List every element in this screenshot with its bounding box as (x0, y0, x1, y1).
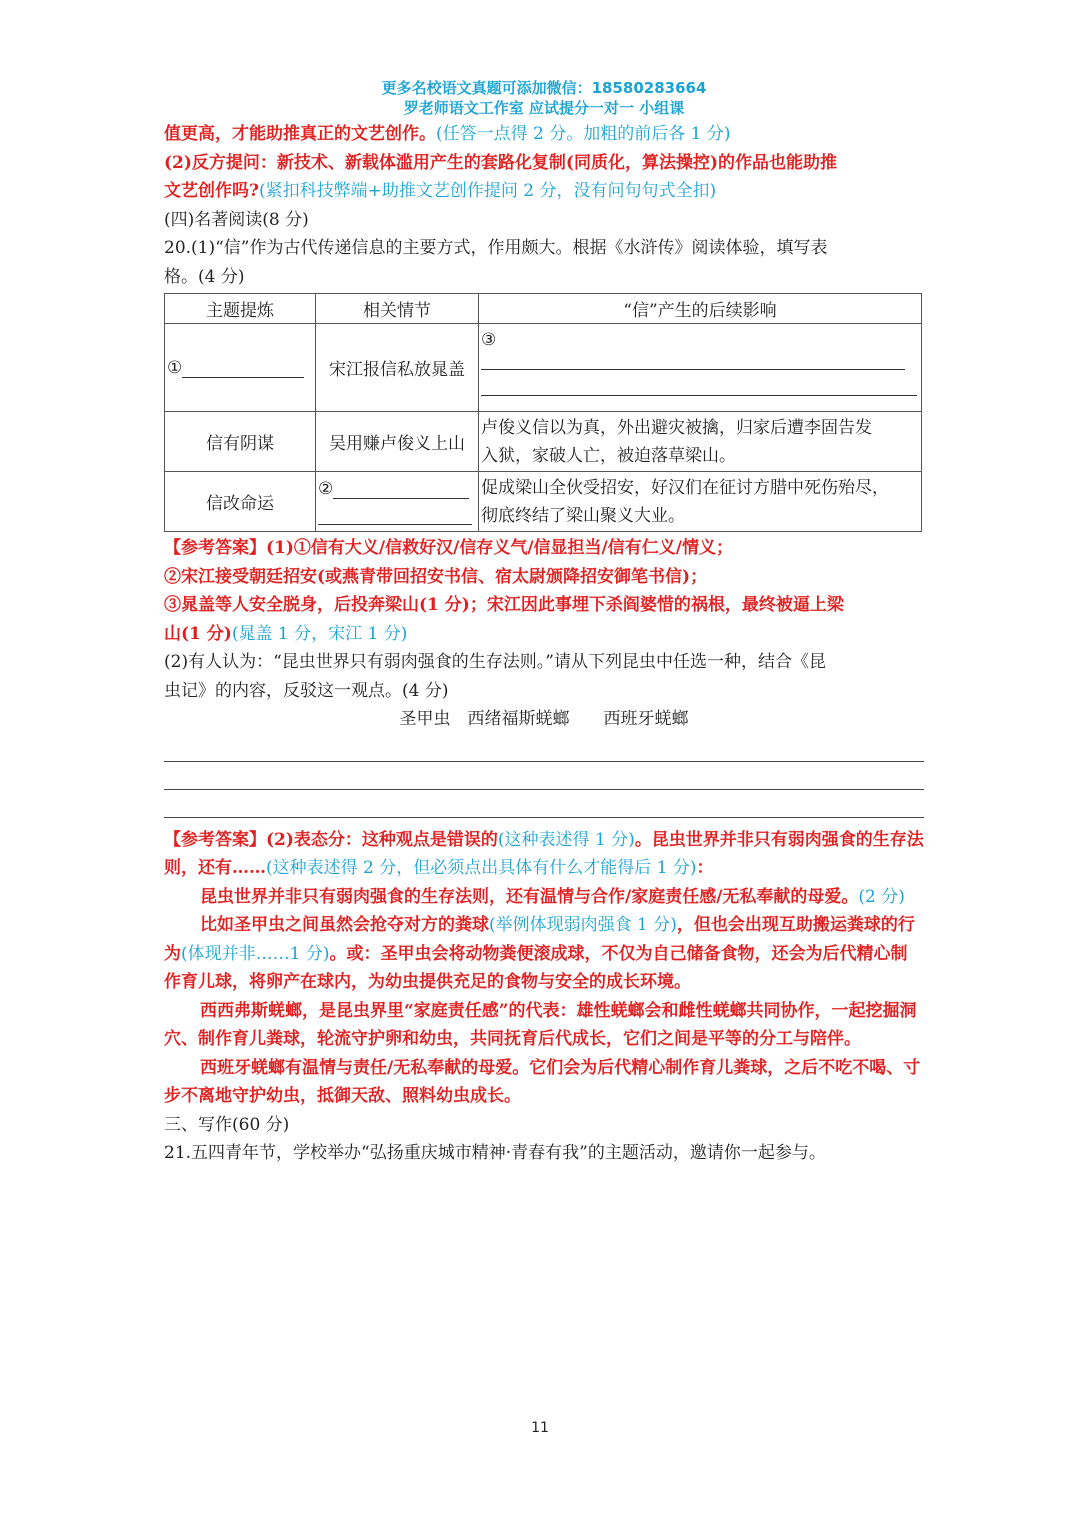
table-cell: 信有阴谋 (165, 412, 316, 472)
table-row (165, 472, 922, 532)
table-cell: 促成梁山全伙受招安，好汉们在征讨方腊中死伤殆尽， 彻底终结了梁山聚义大业。 (479, 472, 922, 532)
table-cell: ③ (479, 324, 922, 412)
table-header-cell: 主题提炼 (165, 294, 316, 324)
table-header-row (165, 294, 922, 324)
answer-20-2-para-2: 昆虫世界并非只有弱肉强食的生存法则，还有温情与合作/家庭责任感/无私奉献的母爱。(2 分) (200, 886, 905, 907)
section-heading-4: (四)名著阅读(8 分) (164, 209, 309, 230)
answer-20-2-para-3: 比如圣甲虫之间虽然会抢夺对方的粪球(举例体现弱肉强食 1 分)，但也会出现互助搬运粪球的行为(体现并非……1 分)。或：圣甲虫会将动物粪便滚成球，不仅为自己储备食物，还会为后代精心制作育儿球，将卵产在球内，为幼虫提供充足的食物与安全的成长环境。 (164, 915, 915, 992)
section-heading-3: 三、写作(60 分) (164, 1114, 290, 1135)
answer-20-1-line-3: ③晁盖等人安全脱身，后投奔梁山(1 分)；宋江因此事埋下杀阎婆惜的祸根，最终被逼上梁 (164, 595, 844, 615)
promo-line-1: 更多名校语文真题可添加微信：18580283664 (381, 79, 707, 97)
answer-line (164, 762, 924, 790)
answer-line (164, 790, 924, 818)
question-20-line-1: 20.(1)“信”作为古代传递信息的主要方式，作用颇大。根据《水浒传》阅读体验，填写表 (164, 238, 828, 258)
question-21: 21.五四青年节，学校举办“弘扬重庆城市精神·青春有我”的主题活动，邀请你一起参与。 (164, 1143, 826, 1163)
water-margin-table (164, 293, 922, 532)
answer-20-1-line-1: 【参考答案】(1)①信有大义/信救好汉/信存义气/信显担当/信有仁义/情义； (164, 538, 733, 558)
promo-line-2: 罗老师语文工作室 应试提分一对一 小组课 (403, 99, 685, 117)
question-20-2-line-2: 虫记》的内容，反驳这一观点。(4 分) (164, 680, 449, 701)
question-20-2-line-1: (2)有人认为：“昆虫世界只有弱肉强食的生存法则。”请从下列昆虫中任选一种，结合《昆 (164, 652, 826, 672)
page-number: 11 (531, 1420, 549, 1436)
table-cell: ② (316, 472, 479, 532)
answer-20-2-para-5: 西班牙蜣螂有温情与责任/无私奉献的母爱。它们会为后代精心制作育儿粪球，之后不吃不喝、寸步不离地守护幼虫，抵御天敌、照料幼虫成长。 (164, 1057, 921, 1106)
answer-20-2-para-1: 【参考答案】(2)表态分：这种观点是错误的(这种表述得 1 分)。昆虫世界并非只有弱肉强食的生存法则，还有……(这种表述得 2 分，但必须点出具体有什么才能得后 1 分)： (164, 829, 924, 878)
answer-prev-line-2: (2)反方提问：新技术、新载体滥用产生的套路化复制(同质化，算法操控)的作品也能助推 (164, 152, 838, 173)
question-20-line-2: 格。(4 分) (164, 266, 245, 287)
answer-20-1-line-2: ②宋江接受朝廷招安(或燕青带回招安书信、宿太尉颁降招安御笔书信)； (164, 566, 708, 587)
answer-20-2-para-4: 西西弗斯蜣螂，是昆虫界里“家庭责任感”的代表：雄性蜣螂会和雌性蜣螂共同协作，一起挖掘洞穴、制作育儿粪球，轮流守护卵和幼虫，共同抚育后代成长，它们之间是平等的分工与陪伴。 (164, 1000, 917, 1049)
page-content (164, 78, 924, 1168)
promo-header (164, 78, 924, 118)
table-cell: 信改命运 (165, 472, 316, 532)
table-cell: 卢俊义信以为真，外出避灾被擒，归家后遭李固告发 入狱，家破人亡，被迫落草梁山。 (479, 412, 922, 472)
insect-options: 圣甲虫 西绪福斯蜣螂 西班牙蜣螂 (399, 709, 689, 729)
table-row (165, 412, 922, 472)
answer-20-1-line-4: 山(1 分)(晁盖 1 分，宋江 1 分) (164, 623, 408, 644)
table-header-cell: 相关情节 (316, 294, 479, 324)
table-cell: 宋江报信私放晁盖 (316, 324, 479, 412)
answer-line (164, 734, 924, 762)
table-cell: 吴用赚卢俊义上山 (316, 412, 479, 472)
table-row (165, 324, 922, 412)
answer-prev-line-3: 文艺创作吗?(紧扣科技弊端+助推文艺创作提问 2 分，没有问句句式全扣) (164, 181, 717, 201)
answer-prev-line-1: 值更高，才能助推真正的文艺创作。(任答一点得 2 分。加粗的前后各 1 分) (164, 124, 731, 144)
table-cell: ① (165, 324, 316, 412)
table-header-cell: “信”产生的后续影响 (479, 294, 922, 324)
